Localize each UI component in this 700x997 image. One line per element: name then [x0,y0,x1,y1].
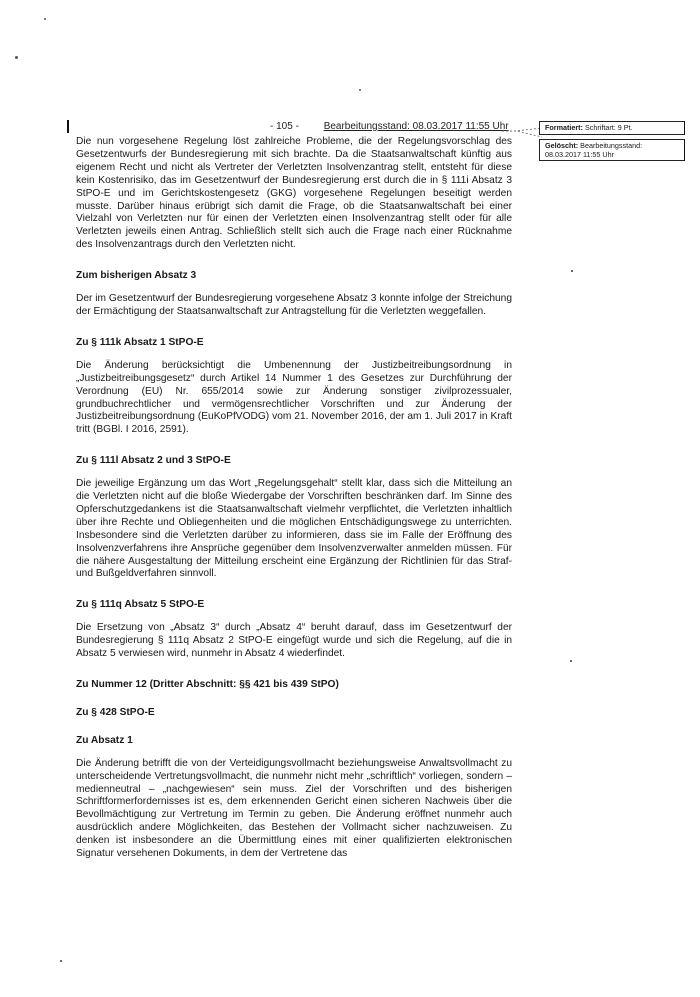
section-heading: Zum bisherigen Absatz 3 [76,270,197,282]
scan-speck [570,660,572,662]
scan-speck [60,960,62,962]
page-number: - 105 - [270,121,299,132]
body-paragraph: Die Änderung berücksichtigt die Umbenennung der Justizbeitreibungsordnung in „Justizbeitreibungsgesetz“ durch Artikel 14 Nummer 1 des Gesetzes zur Durchführung der Verordnung (EU) Nr. 655/2014 sowie zur Änderung sonstiger zivilprozessualer, grundbuchrechtlicher und vermögensrechtlicher Vorschriften und zur Änderung der Justizbeitreibungsordnung (EuKoPfVODG) vom 21. November 2016, der am 1. Juli 2017 in Kraft tritt (BGBl. I 2016, 2591). [76,359,512,436]
edit-status: Bearbeitungsstand: 08.03.2017 11:55 Uhr [323,121,509,132]
section-heading: Zu § 111l Absatz 2 und 3 StPO-E [76,455,231,467]
comment-text: Schriftart: 9 Pt. [584,123,633,132]
body-paragraph: Die jeweilige Ergänzung um das Wort „Regelungsgehalt“ stellt klar, dass sich die Mitteilung an die Verletzten nicht auf die bloße Wiedergabe der Vorschriften beschränken darf. Im Sinne des Opferschutzgedankens ist die Staatsanwaltschaft vielmehr verpflichtet, die Verletzten inhaltlich über ihre Rechte und Obliegenheiten und die möglichen Entschädigungswege zu unterrichten. Insbesondere sind die Verletzten darüber zu informieren, dass sie im Falle der Eröffnung des Insolvenzverfahrens ihre Ansprüche gegenüber dem Insolvenzverwalter anmelden müssen. Für die nähere Ausgestaltung der Mitteilung erscheint eine Ergänzung der Richtlinien für das Straf- und Bußgeldverfahren sinnvoll. [76,478,512,580]
section-heading: Zu Absatz 1 [76,734,133,746]
comment-label: Gelöscht: [545,141,579,150]
section-heading: Zu Nummer 12 (Dritter Abschnitt: §§ 421 bis 439 StPO) [76,679,339,690]
section-heading: Zu § 111k Absatz 1 StPO-E [76,336,204,348]
revision-bar [67,120,69,133]
comment-formatted[interactable] [539,121,685,135]
scan-speck [571,270,573,272]
body-paragraph: Die nun vorgesehene Regelung löst zahlreiche Probleme, die der Regelungsvorschlag des Gesetzentwurfs der Bundesregierung mit sich brachte. Da die Staatsanwaltschaft künftig aus eigenem Recht und nicht als Vertreter der Verletzten Insolvenzantrag stellt, entsteht für diese kein Kostenrisiko, das im Gesetzentwurf der Bundesregierung erst durch die in § 111i Absatz 3 StPO-E und im Gerichtskostengesetz (GKG) vorgesehene Regelungen beseitigt werden musste. Darüber hinaus erübrigt sich damit die Frage, ob die Staatsanwaltschaft bei einer Vielzahl von Verletzten nur für einen der Verletzten einen Insolvenzantrag stellt oder für alle Verletzten jeweils einen Antrag. Schließlich stellt sich auch die Frage nach einer Rücknahme des Insolvenzantrags durch den Verletzten nicht. [76,136,512,251]
section-heading: Zu § 428 StPO-E [76,706,155,718]
scan-speck [44,18,46,20]
document-body [76,136,512,861]
comment-text: Bearbeitungsstand: 08.03.2017 11:55 Uhr [545,141,643,159]
body-paragraph: Der im Gesetzentwurf der Bundesregierung vorgesehene Absatz 3 konnte infolge der Streichung der Ermächtigung der Staatsanwaltschaft zur Antragstellung für die Verletzten weggefallen. [76,293,512,317]
comment-deleted[interactable] [539,139,685,161]
page-header [270,121,509,132]
scan-speck [15,56,18,59]
body-paragraph: Die Ersetzung von „Absatz 3“ durch „Absatz 4“ beruht darauf, dass im Gesetzentwurf der Bundesregierung § 111q Absatz 2 StPO-E eingefügt wurde und sich die Regelung, auf die in Absatz 5 verwiesen wird, nunmehr in Absatz 4 wiederfindet. [76,622,512,660]
scan-speck [359,89,361,91]
section-heading: Zu § 111q Absatz 5 StPO-E [76,599,205,611]
comment-label: Formatiert: [545,123,583,132]
body-paragraph: Die Änderung betrifft die von der Verteidigungsvollmacht beziehungsweise Anwaltsvollmacht zu unterscheidende Vertretungsvollmacht, die nunmehr nicht mehr „schriftlich“ vorliegen, sondern – medienneutral – „nachgewiesen“ sein muss. Ziel der Vorschriften und des bisherigen Schriftformerfordernisses ist es, dem erkennenden Gericht einen sicheren Nachweis über die Bevollmächtigung zur Vertretung im Termin zu geben. Die Änderung eröffnet nunmehr auch ausdrücklich andere Möglichkeiten, das Bestehen der Vollmacht sicher nachzuweisen. Zu denken ist insbesondere an die Übermittlung eines mit einer qualifizierten elektronischen Signatur versehenen Dokuments, in dem der Vertretene das [76,757,512,860]
